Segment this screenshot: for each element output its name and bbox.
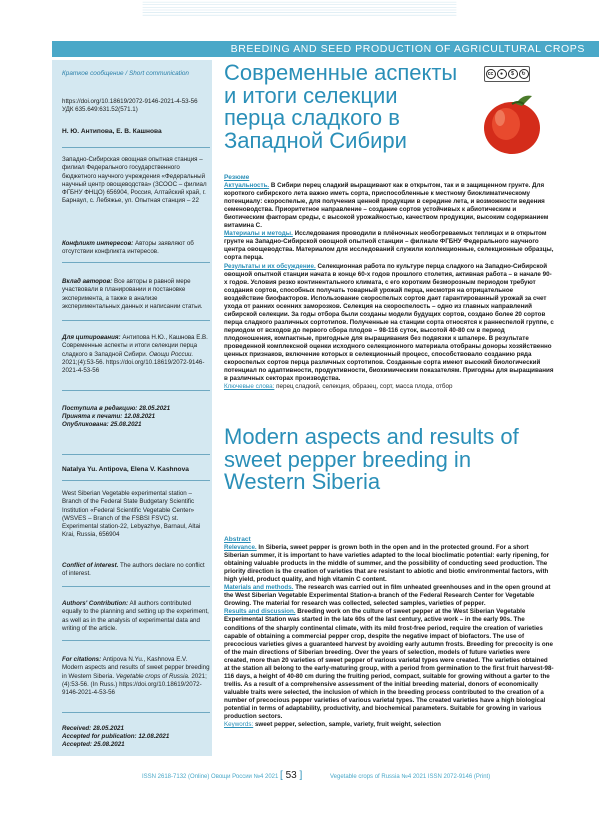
page-number: 53 (285, 770, 297, 781)
abstract-heading-en: Abstract (224, 536, 251, 543)
relevance-label-ru: Актуальность. (224, 182, 270, 190)
divider (62, 454, 210, 455)
contribution-en (62, 600, 210, 633)
cc-icon: cc (486, 69, 496, 79)
results-ru (224, 263, 554, 384)
cite-label-ru: Для цитирования: (62, 334, 121, 341)
doi-link-ru[interactable]: https://doi.org/10.18619/2072-9146-2021-4-53-56 (62, 98, 198, 105)
divider (62, 262, 210, 263)
keywords-ru (224, 383, 554, 391)
cite-journal-ru: Овощи России. (149, 350, 194, 358)
divider (62, 390, 210, 391)
pepper-photo (476, 90, 550, 160)
abstract-ru (224, 174, 554, 391)
methods-label-en: Materials and methods. (224, 584, 294, 592)
contribution-ru (62, 278, 210, 311)
contrib-label-ru: Вклад авторов: (62, 278, 113, 285)
received-ru: Поступила в редакцию: 28.05.2021 (62, 405, 171, 412)
cite-label-en: For citations: (62, 656, 102, 663)
footer-right: Vegetable crops of Russia №4 2021 ISSN 2072-9146 (Print) (330, 774, 491, 780)
keywords-label-en: Keywords: (224, 721, 254, 729)
conflict-text-ru: Авторы заявляют об отсутствии конфликта интересов. (62, 240, 194, 256)
sa-icon: ↻ (519, 69, 529, 79)
relevance-text-ru: В Сибири перец сладкий выращивают как в открытом, так и в защищенном грунте. Для короткого сибирского лета важно иметь сорта, приспособленные к местному биоклиматическому потенциалу: скороспелые, для получения ценной продукции в середине лета, и возможности ведения семеноводства. Приоритетное направление – создание сортов устойчивых к абиотическим и биотическим факторам среды, с высокой урожайностью, качеством продукции, высоким содержанием витамина С. (224, 182, 549, 230)
article-title-en: Modern aspects and results of sweet pepper breeding in Western Siberia (224, 424, 519, 494)
divider (62, 586, 210, 587)
footer-left: ISSN 2618-7132 (Online) Овощи России №4 2021 (142, 774, 279, 780)
by-icon: ● (497, 69, 507, 79)
authors-ru: Н. Ю. Антипова, Е. В. Кашнова (62, 128, 162, 135)
divider (62, 320, 210, 321)
contrib-label-en: Authors' Contribution: (62, 600, 129, 607)
methods-en (224, 584, 554, 608)
cc-license-badge[interactable] (484, 66, 530, 82)
affiliation-en: West Siberian Vegetable experimental station – Branch of the Federal State Budgetary Scientific Institution «Federal Scientific Vegetable Center» (WSVES – Branch of the FSBSI FSVC) st. Experimental station-22, Lebyazhye, Barnaul, Altai Krai, Russia, 656904 (62, 490, 201, 539)
conflict-ru (62, 240, 210, 257)
top-decorative-lines (0, 0, 599, 22)
udk-code: УДК 635.649:631.52(571.1) (62, 106, 138, 113)
cite-journal-en: Vegetable crops of Russia. (115, 672, 190, 680)
citation-en (62, 656, 210, 697)
results-label-ru: Результаты и их обсуждение. (224, 262, 316, 270)
section-banner: BREEDING AND SEED PRODUCTION OF AGRICULTURAL CROPS (52, 41, 599, 57)
citation-ru (62, 334, 210, 375)
cite-text-en: Antipova N.Yu., Kashnova E.V. Modern aspects and results of sweet pepper breeding in Western Siberia. (62, 656, 210, 680)
relevance-ru (224, 182, 554, 230)
cite-tail-ru[interactable]: 2021;(4):53-56. https://doi.org/10.18619/2072-9146-2021-4-53-56 (62, 358, 205, 375)
received-en: Received: 28.05.2021 (62, 725, 124, 732)
contrib-text-ru: Все авторы в равной мере участвовали в планировании и постановке эксперимента, а также в анализе экспериментальных данных и написании статьи. (62, 278, 203, 310)
cite-tail-en[interactable]: 2021;(4):53-56. (In Russ.) https://doi.org/10.18619/2072-9146-2021-4-53-56 (62, 672, 207, 697)
affiliation-ru: Западно-Сибирская овощная опытная станция – филиал Федерального государственного бюджетного научного учреждения «Федеральный научный центр овощеводства» (ЗСООС – филиал ФГБНУ ФНЦО) 656904, Россия, Алтайский край, г. Барнаул, с. Лебяжье, ул. Опытная станция – 22 (62, 156, 207, 205)
published-ru: Опубликована: 25.08.2021 (62, 421, 142, 428)
results-text-en: Breeding work on the culture of sweet pepper at the West Siberian Vegetable Experimental Station was started in the late 60s of the last century, active work – in the early 90s. The conditions of the sharply continental climate, with its mild frost-free period, require the creation of varieties capable of obtaining a commercial pepper crop, despite the negative impact of biofactors. The use of precocious varieties gives a guaranteed harvest by avoiding early autumn frosts. Breeding for precocity is one of the main directions of Siberian breeding. Over the years of selection, models of future varieties were created, more than 20 varieties of sweet pepper of various varietal types were created. The varieties obtained at the station all belong to the early-maturing group, with a period from germination to the first fruit harvest-98-116 days, a height of 40-80 cm during the fruiting period, compact, suitable for growing without a garter to the trellis. As a result of a comprehensive assessment of the initial breeding material, donors of economically valuable traits were selected, the inclusion of which in the breeding process contributed to the creation of a number of precocious pepper varieties of various varietal types. The created varieties have a high biological potential in terms of adaptability, productivity, and biochemical parameters. Suitable for growing in various production sectors. (224, 608, 554, 721)
keywords-text-en: sweet pepper, selection, sample, variety, fruit weight, selection (254, 721, 441, 729)
divider (62, 640, 210, 641)
published-en: Accepted: 25.08.2021 (62, 741, 125, 748)
contrib-text-en: All authors contributed equally to the planning and setting up the experiment, as well as in the analysis of experimental data and writing of the article. (62, 600, 209, 632)
methods-label-ru: Материалы и методы. (224, 230, 293, 238)
accepted-en: Accepted for publication: 12.08.2021 (62, 733, 170, 740)
keywords-label-ru: Ключевые слова: (224, 383, 275, 391)
divider (62, 712, 210, 713)
methods-text-ru: Исследования проводили в плёночных необогреваемых теплицах и в открытом грунте на Западно-Сибирской овощной опытной станции – филиале ФГБНУ Федерального научного центра овощеводства. Материалом для исследований служили коллекционные, селекционные образцы, сорта перца. (224, 230, 554, 262)
keywords-text-ru: перец сладкий, селекция, образец, сорт, масса плода, отбор (276, 383, 453, 391)
results-en (224, 608, 554, 721)
results-label-en: Results and discussion. (224, 608, 296, 616)
methods-ru (224, 230, 554, 262)
cite-text-ru: Антипова Н.Ю., Кашнова Е.В. Современные аспекты и итоги селекции перца сладкого в Западной Сибири. (62, 334, 208, 358)
article-type: Краткое сообщение / Short communication (62, 70, 189, 77)
page-number-box: [ 53 ] (280, 770, 303, 781)
article-title-ru: Современные аспекты и итоги селекции перца сладкого в Западной Сибири (224, 60, 458, 153)
relevance-text-en: In Siberia, sweet pepper is grown both in the open and in the protected ground. For a short Siberian summer, it is important to have varieties adapted to the local bioclimatic potential: early ripening, for obtaining valuable products in the middle of summer, and the possibility of conducting seed production. The priority direction is the creation of varieties that are resistant to abiotic and biotic environmental factors, with high yield, product quality, and high vitamin C content. (224, 544, 550, 584)
conflict-text-en: The authors declare no conflict of interest. (62, 562, 205, 578)
authors-en: Natalya Yu. Antipova, Elena V. Kashnova (62, 466, 189, 473)
methods-text-en: The research was carried out in film unheated greenhouses and in the open ground at the West Siberian Vegetable Experimental Station-a branch of the Federal Research Center for Vegetable Growing. The material for research was collected, selected samples, varieties of pepper. (224, 584, 551, 608)
keywords-en (224, 721, 554, 729)
results-text-ru: Селекционная работа по культуре перца сладкого на Западно-Сибирской овощной опытной станции начата в конце 60-х годов прошлого столетия, активная работа – в начале 90-х годов. Условия резко континентального климата, с его коротким безморозным периодом требуют создания сортов, способных получать товарный урожай перца, несмотря на отрицательное воздействие биофакторов. Использование скороспелых сортов дает гарантированный урожай за счет ухода от ранних осенних заморозков. Селекция на скороспелость – одно из главных направлений сибирской селекции. За годы отбора были созданы модели будущих сортов, создано более 20 сортов перца сладкого различных сортотипов. Полученные на станции сорта относятся к раннеспелой группе, с периодом от всходов до первого сбора плодов – 98-116 суток, высотой 40-80 см в период плодоношения, компактные, пригодные для выращивания без подвязки к шпалере. В результате проведенной комплексной оценки исходного селекционного материала отобраны доноры хозяйственно ценных признаков, включение которых в селекционный процесс, способствовало созданию ряда скороспелых сортов перца различных сортотипов. Созданные сорта имеют высокий биологический потенциал по адаптивности, продуктивности, биохимическим показателям. Пригодны для выращивания в различных секторах производства. (224, 262, 554, 383)
conflict-label-ru: Конфликт интересов: (62, 240, 134, 247)
nc-icon: $ (508, 69, 518, 79)
relevance-en (224, 544, 554, 584)
conflict-en (62, 562, 210, 579)
conflict-label-en: Conflict of interest. (62, 562, 119, 569)
abstract-en (224, 536, 554, 729)
divider (62, 480, 210, 481)
page-footer (52, 770, 599, 784)
relevance-label-en: Relevance. (224, 544, 257, 552)
abstract-heading-ru: Резюме (224, 174, 250, 181)
divider (62, 147, 210, 148)
accepted-ru: Принята к печати: 12.08.2021 (62, 413, 156, 420)
